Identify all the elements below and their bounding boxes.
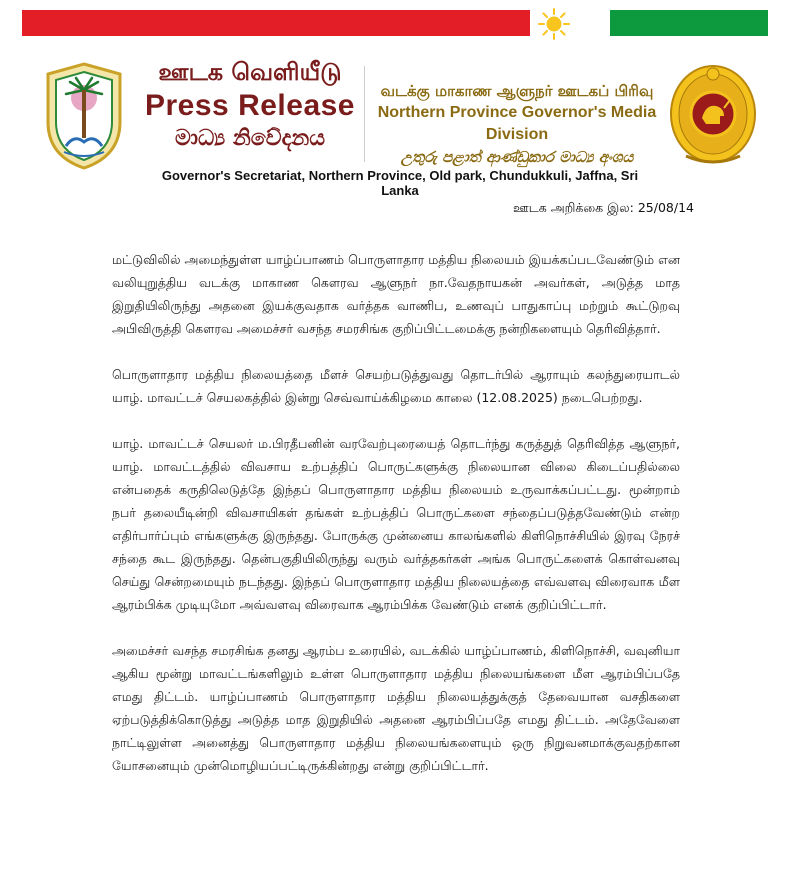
title-english: Press Release — [145, 89, 355, 122]
media-report-number: ஊடக அறிக்கை இல: 25/08/14 — [513, 200, 694, 215]
secretariat-address: Governor's Secretariat, Northern Province, Old park, Chundukkuli, Jaffna, Sri Lanka — [161, 168, 639, 198]
body-paragraph-1: மட்டுவிலில் அமைந்துள்ள யாழ்ப்பாணம் பொருளாதார மத்திய நிலையம் இயக்கப்படவேண்டும் என வலியுறுத்திய வடக்கு மாகாண கௌரவ ஆளுநர் நா.வேதநாயகன் அவர்கள், அடுத்த மாத இறுதியிலிருந்து அதனை இயக்குவதாக வர்த்தக வாணிப, உணவுப் பாதுகாப்பு மற்றும் கூட்டுறவு அபிவிருத்தி கௌரவ அமைச்சர் வசந்த சமரசிங்க குறிப்பிட்டமைக்கு நன்றிகளையும் தெரிவித்தார். — [112, 252, 680, 336]
press-release-title — [140, 56, 360, 154]
body-paragraph-4: அமைச்சர் வசந்த சமரசிங்க தனது ஆரம்ப உரையில், வடக்கில் யாழ்ப்பாணம், கிளிநொச்சி, வவுனியா ஆகிய மூன்று மாவட்டங்களிலும் உள்ள பொருளாதார மத்திய நிலையங்களை மீள ஆரம்பிப்பதே எமது திட்டம். யாழ்ப்பாணம் பொருளாதார மத்திய நிலையத்துக்குத் தேவையான வசதிகளை ஏற்படுத்திக்கொடுத்து அடுத்த மாத இறுதியில் அதனை ஆரம்பிப்பதே எமது திட்டம். அதேவேளை நாட்டிலுள்ள அனைத்து பொருளாதார மத்திய நிலையங்களையும் ஒரு நிறுவனமாக்குவதற்கான யோசனையும் முன்மொழியப்பட்டிருக்கின்றது என்று குறிப்பிட்டார். — [112, 643, 680, 773]
national-emblem-icon — [666, 60, 760, 172]
title-tamil: ஊடக வெளியீடு — [158, 58, 342, 86]
division-tamil: வடக்கு மாகாண ஆளுநர் ஊடகப் பிரிவு — [380, 82, 654, 100]
sun-icon — [538, 8, 570, 40]
body-paragraph-3: யாழ். மாவட்டச் செயலர் ம.பிரதீபனின் வரவேற்புரையைத் தொடர்ந்து கருத்துத் தெரிவித்த ஆளுநர், யாழ். மாவட்டத்தில் விவசாய உற்பத்திப் பொருட்களுக்கு நிலையான விலை கிடைப்பதில்லை என்பதைக் கருதிலெடுத்தே இந்தப் பொருளாதார மத்திய நிலையம் உருவாக்கப்பட்டது. மூன்றாம் நபர் தலையீடின்றி விவசாயிகள் தங்கள் உற்பத்திப் பொருட்களை சந்தைப்படுத்தவேண்டும் என்ற எதிர்பார்ப்பும் எங்களுக்கு இருந்தது. போருக்கு முன்னைய காலங்களில் கிளிநொச்சியில் இரவு நேரச் சந்தை கூட இருந்தது. தென்பகுதியிலிருந்து வரும் வர்த்தகர்கள் அங்க பொருட்களைக் கொள்வனவு செய்து சென்றமையும் நடந்தது. இந்தப் பொருளாதார மத்திய நிலையத்தை எவ்வளவு விரைவாக மீள ஆரம்பிக்க முடியுமோ அவ்வளவு விரைவாக ஆரம்பிக்க வேண்டும் எனக் குறிப்பிட்டார். — [112, 436, 680, 612]
banner-green-bar — [610, 10, 768, 36]
body-paragraph-2: பொருளாதார மத்திய நிலையத்தை மீளச் செயற்படுத்துவது தொடர்பில் ஆராயும் கலந்துரையாடல் யாழ். மாவட்டச் செயலகத்தில் இன்று செவ்வாய்க்கிழமை காலை (12.08.2025) நடைபெற்றது. — [112, 367, 680, 405]
header-divider — [364, 66, 365, 162]
press-release-body — [112, 248, 680, 800]
title-sinhala: මාධ්‍ය නිවේදනය — [174, 126, 326, 151]
division-sinhala: උතුරු පළාත් ආණ්ඩුකාර මාධ්‍ය අංශය — [400, 148, 634, 166]
division-english: Northern Province Governor's Media Division — [377, 104, 657, 143]
provincial-emblem-icon — [40, 60, 128, 172]
media-division-title — [372, 80, 662, 168]
banner-red-bar — [22, 10, 530, 36]
